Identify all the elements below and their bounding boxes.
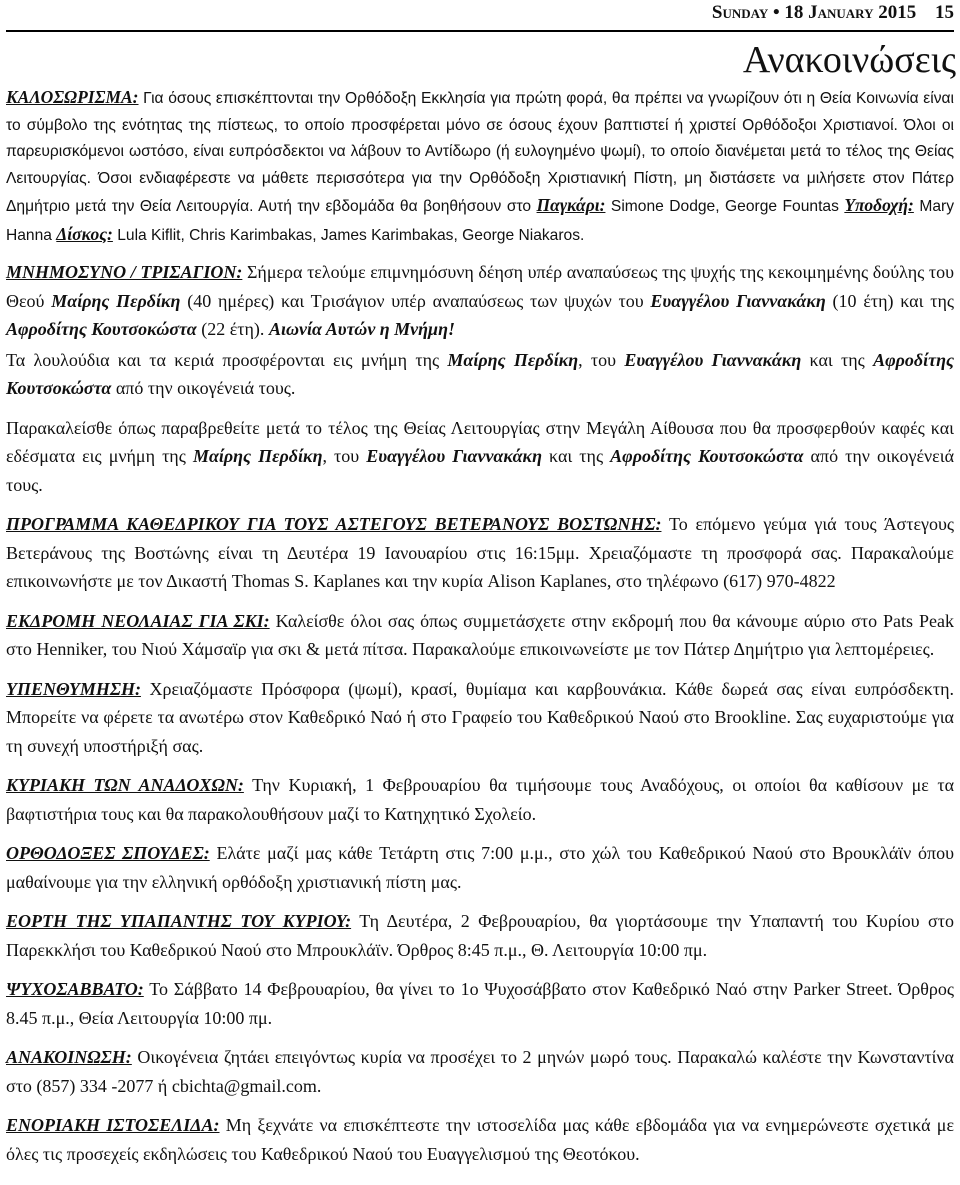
- notice-orthodox-studies: [6, 839, 954, 896]
- paykari-names: Simone Dodge, George Fountas: [605, 198, 845, 215]
- notice-text: (40 ημέρες) και Τρισάγιον υπέρ αναπαύσεως των ψυχών του: [180, 290, 651, 311]
- notice-label: ΕΝΟΡΙΑΚΗ ΙΣΤΟΣΕΛΙΔΑ:: [6, 1115, 220, 1135]
- ypodoxi-names: Mary Hanna: [6, 198, 954, 244]
- notice-welcome: [6, 84, 954, 249]
- deceased-name: Αφροδίτης Κουτσοκώστα: [610, 446, 804, 466]
- notice-text: , του: [322, 446, 367, 466]
- notice-text: Το Σάββατο 14 Φεβρουαρίου, θα γίνει το 1ο Ψυχοσάββατο στον Καθεδρικό Ναό στην Parker Street. Όρθρος 8.45 π.μ., Θεία Λειτουργία 10:00 πμ.: [6, 979, 954, 1028]
- deceased-name: Ευαγγέλου Γιαννακάκη: [650, 290, 826, 311]
- notice-text: Παρακαλείσθε όπως παραβρεθείτε μετά το τέλος της Θείας Λειτουργίας στην Μεγάλη Αίθουσα που θα προσφερθούν καφές και εδέσματα εις μνήμη της: [6, 417, 954, 466]
- notice-text: , του: [578, 349, 625, 370]
- notice-label: ΚΥΡΙΑΚΗ ΤΩΝ ΑΝΑΔΟΧΩΝ:: [6, 775, 244, 795]
- notice-label: ΨΥΧΟΣΑΒΒΑΤΟ:: [6, 979, 144, 999]
- header-day: Sunday: [711, 2, 769, 23]
- deceased-name: Μαίρης Περδίκη: [192, 446, 323, 466]
- bulletin-page: [6, 0, 954, 1168]
- deceased-name: Μαίρης Περδίκη: [447, 349, 579, 370]
- notice-homeless-program: [6, 510, 954, 596]
- notice-label: ΟΡΘΟΔΟΞΕΣ ΣΠΟΥΔΕΣ:: [6, 843, 210, 863]
- notice-parish-website: [6, 1111, 954, 1168]
- notice-text: Χρειαζόμαστε Πρόσφορα (ψωμί), κρασί, θυμίαμα και καρβουνάκια. Κάθε δωρεά σας είναι ευπρόσδεκτη. Μπορείτε να φέρετε τα ανωτέρω στον Καθεδρικό Ναό ή στο Γραφείο του Καθεδρικού Ναού στο Brookline. Σας ευχαριστούμε για τη συνεχή υποστήριξή σας.: [6, 678, 954, 756]
- notice-text: Για όσους επισκέπτονται την Ορθόδοξη Εκκλησία για πρώτη φορά, θα πρέπει να γνωρίζουν ότι η Θεία Κοινωνία είναι το σύμβολο της ενότητας της πίστεως, το οποίο προσφέρεται μόνο σε όσους έχουν βαπτιστεί ή χριστεί Ορθόδοξοι Χριστιανοί. Όλοι οι παρευρισκόμενοι ωστόσο, είναι ευπρόσδεκτοι να λάβουν το Αντίδωρο (ή ευλογημένο ψωμί), το οποίο διανέμεται μετά το τέλος της Θείας Λειτουργίας. Όσοι ενδιαφέρεστε να μάθετε περισσότερα για την Ορθόδοξη Χριστιανική Πίστη, μη διστάσετε να μιλήσετε στον Πάτερ Δημήτριο μετά την Θεία Λειτουργία. Αυτή την εβδομάδα θα βοηθήσουν στο: [6, 90, 954, 215]
- memorial-closing: Αιωνία Αυτών η Μνήμη!: [268, 319, 455, 339]
- ypodoxi-label: Υποδοχή:: [844, 195, 914, 215]
- deceased-name: Αφροδίτης Κουτσοκώστα: [6, 319, 197, 339]
- diskos-label: Δίσκος:: [56, 223, 113, 244]
- notice-text: Το επόμενο γεύμα γιά τους Άστεγους Βετεράνους της Βοστώνης είναι τη Δευτέρα 19 Ιανουαρίου στις 16:15μμ. Χρειαζόμαστε τη προσφορά σας. Παρακαλούμε επικοινωνήστε με τον Δικαστή Thomas S. Kaplanes και την κυρία Alison Kaplanes, στο τηλέφωνο (617) 970-4822: [6, 514, 955, 591]
- notice-text: Καλείσθε όλοι σας όπως συμμετάσχετε στην εκδρομή που θα κάνουμε αύριο στο Pats Peak στο Henniker, του Νιού Χάμσαϊρ για σκι & μετά πίτσα. Παρακαλούμε επικοινωνείστε με τον Πάτερ Δημήτριο για λεπτομέρειες.: [6, 610, 955, 659]
- paykari-label: Παγκάρι:: [536, 195, 606, 215]
- notice-ski-trip: [6, 607, 954, 664]
- header-rule: [6, 30, 954, 32]
- notice-hall: [6, 414, 954, 500]
- notice-announcement: [6, 1043, 954, 1100]
- notice-label: ΕΟΡΤΗ ΤΗΣ ΥΠΑΠΑΝΤΗΣ ΤΟΥ ΚΥΡΙΟΥ:: [6, 911, 352, 931]
- notice-text: από την οικογένειά τους.: [111, 378, 296, 398]
- notice-presentation-feast: [6, 907, 954, 964]
- notice-label: ΑΝΑΚΟΙΝΩΣΗ:: [6, 1047, 132, 1067]
- notice-text: Μη ξεχνάτε να επισκέπτεστε την ιστοσελίδα μας κάθε εβδομάδα για να ενημερώνεστε σχετικά με όλες τις προσεχείς εκδηλώσεις του Καθεδρικού Ναού του Ευαγγελισμού της Θεοτόκου.: [6, 1115, 955, 1164]
- notice-text: Τη Δευτέρα, 2 Φεβρουαρίου, θα γιορτάσουμε την Υπαπαντή του Κυρίου στο Παρεκκλήσι του Καθεδρικού Ναού στο Μπρουκλάϊν. Όρθρος 8:45 π.μ., Θ. Λειτουργία 10:00 πμ.: [6, 911, 954, 960]
- notice-label: ΕΚΔΡΟΜΗ ΝΕΟΛΑΙΑΣ ΓΙΑ ΣΚΙ:: [6, 610, 270, 631]
- notice-text: από την οικογένειά τους.: [6, 446, 955, 495]
- diskos-names: Lula Kiflit, Chris Karimbakas, James Karimbakas, George Niakaros.: [112, 226, 585, 244]
- notice-text: Σήμερα τελούμε επιμνημόσυνη δέηση υπέρ αναπαύσεως της ψυχής της κεκοιμημένης δούλης του Θεού: [6, 262, 954, 311]
- deceased-name: Μαίρης Περδίκη: [51, 290, 181, 311]
- notice-text: και της: [541, 446, 611, 466]
- notice-flowers: [6, 346, 954, 403]
- notice-text: και της: [801, 349, 874, 370]
- page-number: 15: [935, 2, 954, 23]
- section-title: Ανακοινώσεις: [742, 39, 956, 81]
- deceased-name: Αφροδίτης Κουτσοκώστα: [6, 349, 954, 398]
- notice-text: Οικογένεια ζητάει επειγόντως κυρία να προσέχει το 2 μηνών μωρό τους. Παρακαλώ καλέστε την Κωνσταντίνα στο (857) 334 -2077 ή cbichta@gmail.com.: [6, 1047, 954, 1096]
- deceased-name: Ευαγγέλου Γιαννακάκη: [624, 349, 802, 370]
- notice-text: (22 έτη).: [196, 319, 269, 339]
- notice-text: Ελάτε μαζί μας κάθε Τετάρτη στις 7:00 μ.μ., στο χώλ του Καθεδρικού Ναού στο Βρουκλάϊν όπου μαθαίνουμε για την ελληνική ορθόδοξη χριστιανική πίστη μας.: [6, 843, 954, 892]
- notice-saturday-of-souls: [6, 975, 954, 1032]
- notice-label: ΚΑΛΟΣΩΡΙΣΜΑ:: [6, 87, 139, 107]
- notice-text: Τα λουλούδια και τα κεριά προσφέρονται εις μνήμη της: [6, 349, 448, 370]
- notice-reminder: [6, 675, 954, 761]
- notice-label: ΜΝΗΜΟΣΥΝΟ / ΤΡΙΣΑΓΙΟΝ:: [6, 262, 243, 282]
- notice-memorial: [6, 258, 954, 344]
- notice-label: ΠΡΟΓΡΑΜΜΑ ΚΑΘΕΔΡΙΚΟΥ ΓΙΑ ΤΟΥΣ ΑΣΤΕΓΟΥΣ ΒΕΤΕΡΑΝΟΥΣ ΒΟΣΤΩΝΗΣ:: [6, 514, 662, 534]
- page-header: [6, 0, 954, 32]
- deceased-name: Ευαγγέλου Γιαννακάκη: [366, 446, 542, 466]
- notice-label: ΥΠΕΝΘΥΜΗΣΗ:: [6, 678, 141, 699]
- header-bullet: •: [772, 2, 785, 23]
- notice-text: Την Κυριακή, 1 Φεβρουαρίου θα τιμήσουμε τους Αναδόχους, οι οποίοι θα καθίσουν με τα βαφτιστήρια τους και θα παρακολουθήσουν μαζί το Κατηχητικό Σχολείο.: [6, 775, 955, 824]
- notice-text: (10 έτη) και της: [825, 290, 954, 311]
- header-date-line: [712, 2, 954, 24]
- header-date: 18 January 2015: [784, 2, 917, 23]
- notice-sunday-godparents: [6, 771, 954, 828]
